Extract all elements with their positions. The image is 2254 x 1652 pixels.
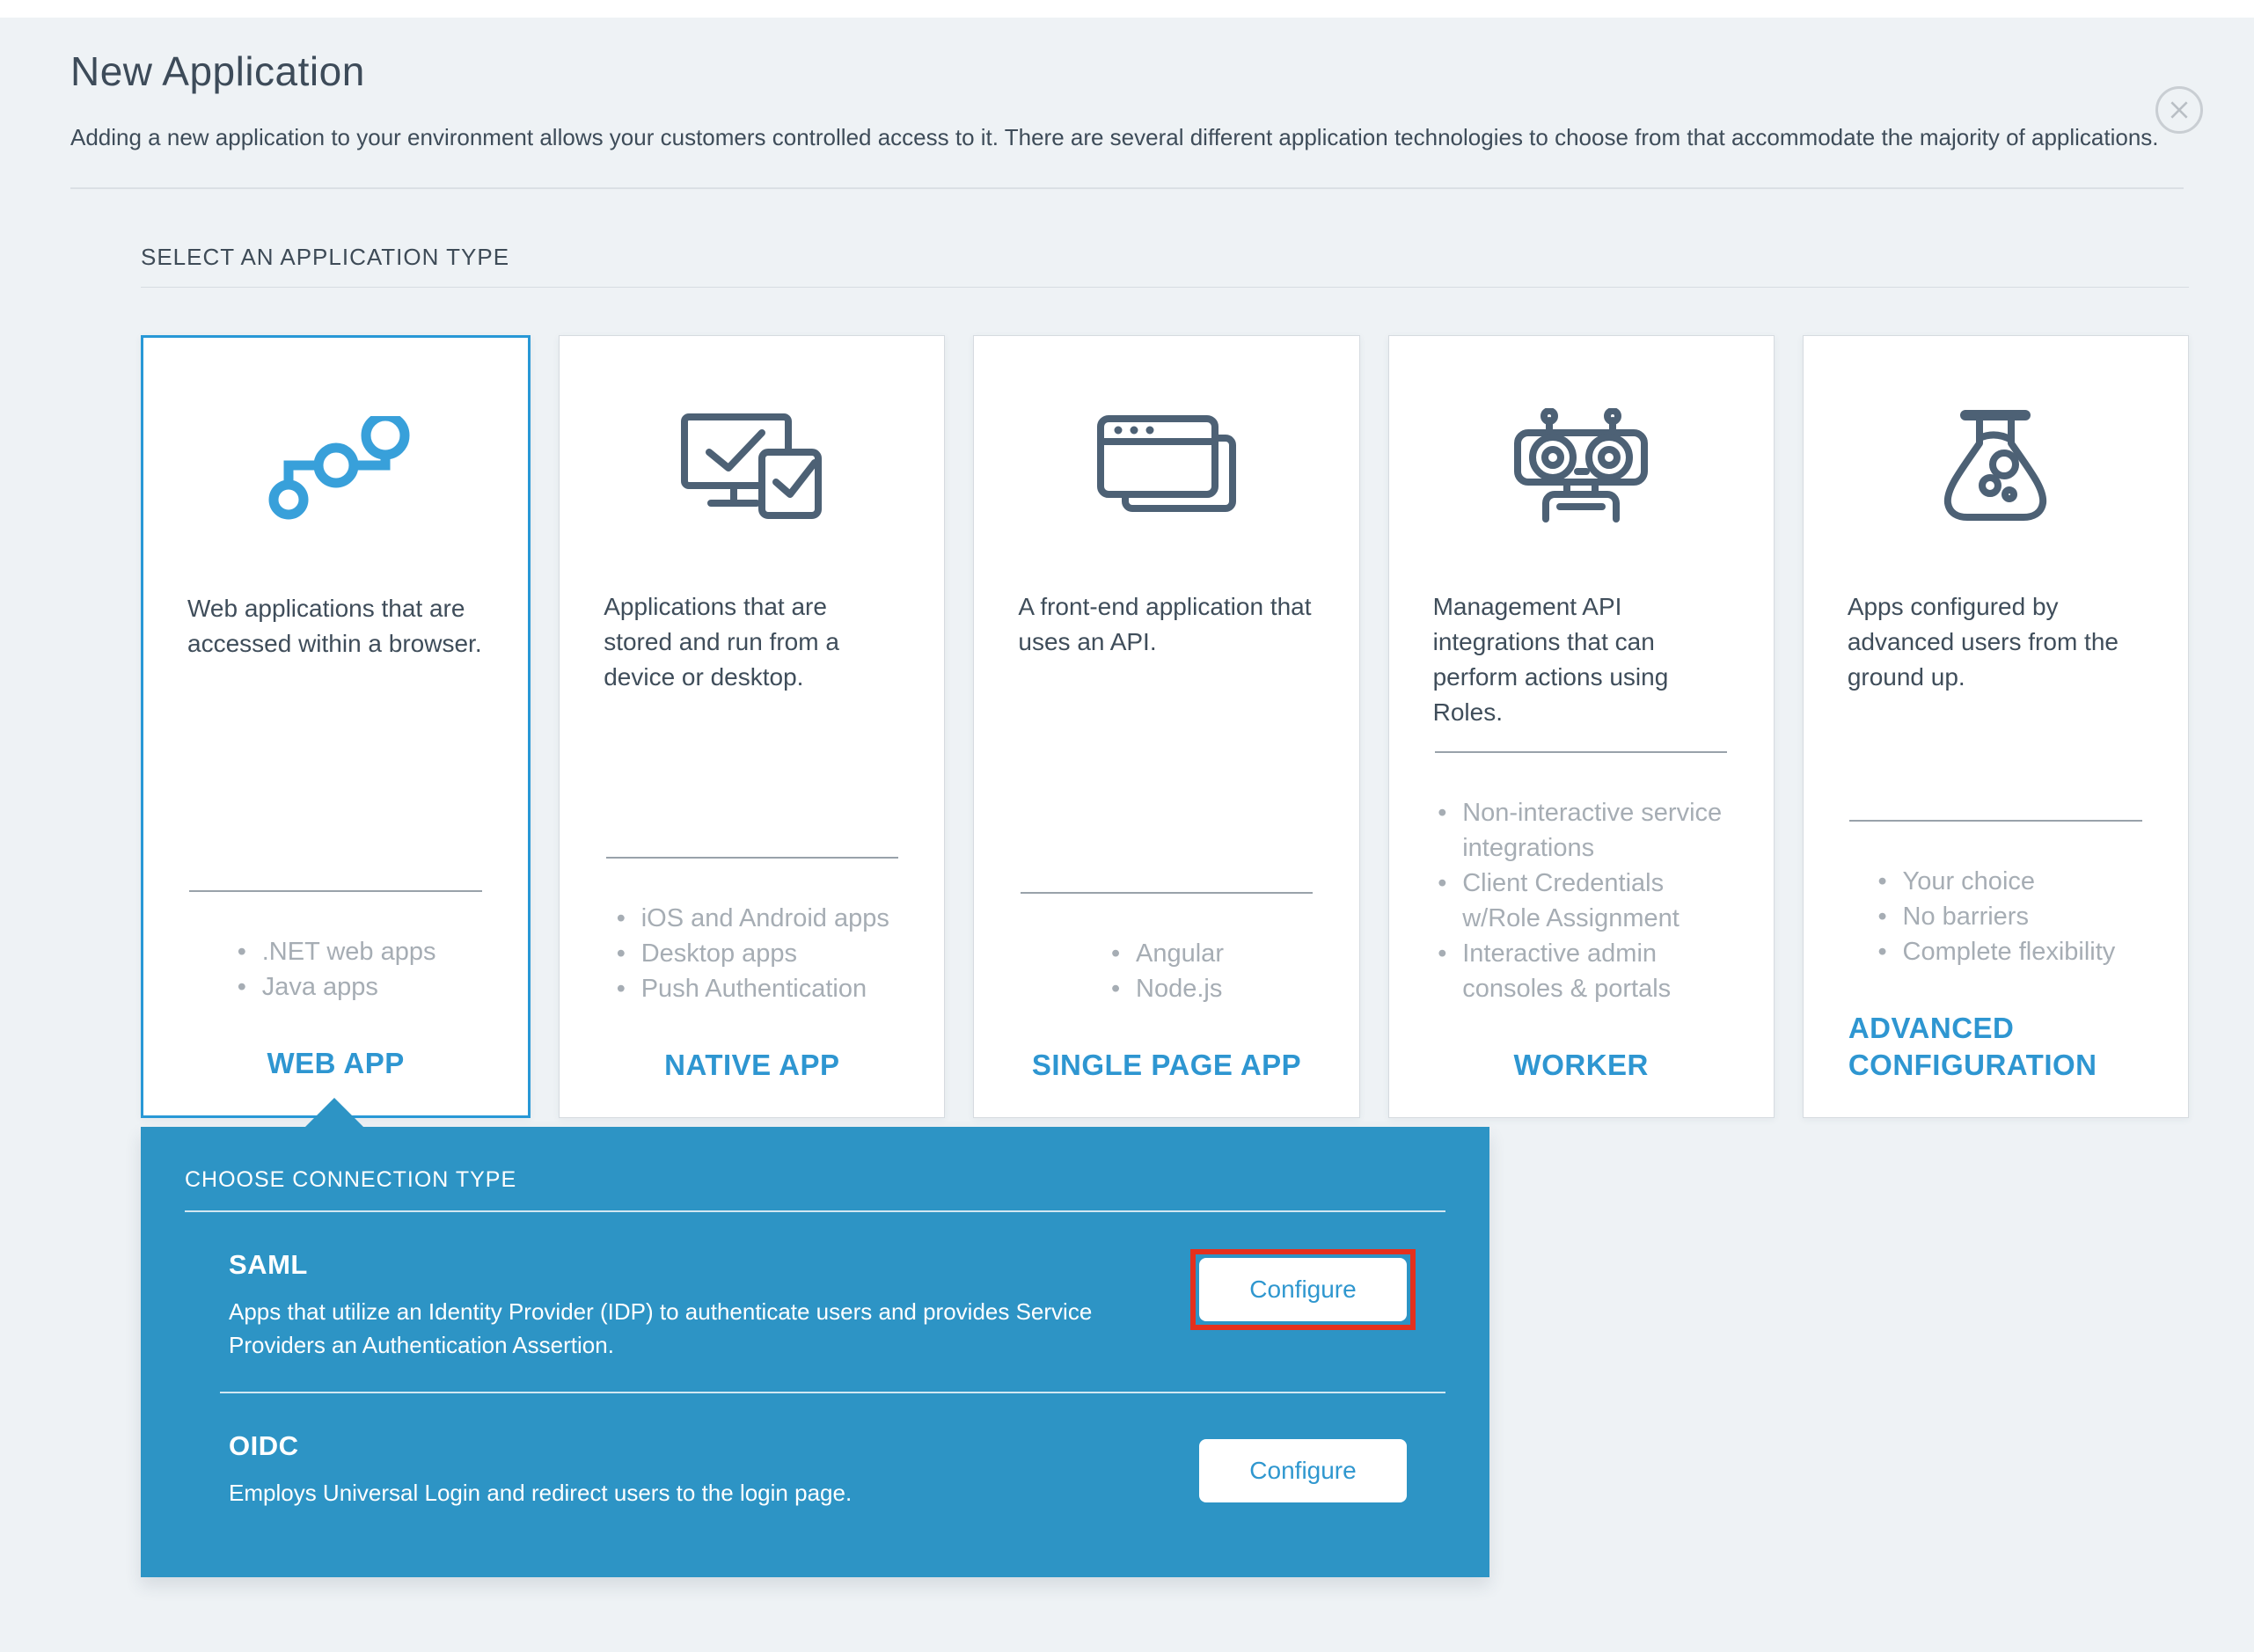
modal-header: [0, 48, 2254, 189]
card-footer: [560, 857, 944, 1117]
card-bullet: • Client Credentials w/Role Assignment: [1436, 866, 1726, 936]
close-button[interactable]: [2155, 86, 2203, 134]
card-bullet: • Angular: [1109, 936, 1224, 971]
page-title: New Application: [70, 48, 365, 94]
card-divider: [189, 890, 481, 892]
browser-windows-icon: [974, 391, 1358, 542]
card-description: Management API integrations that can perform actions using Roles.: [1432, 593, 1669, 726]
card-bullet-list: [1436, 795, 1726, 1006]
option-name: SAML: [229, 1249, 308, 1280]
configure-saml-button[interactable]: Configure: [1199, 1258, 1407, 1321]
card-label: NATIVE APP: [664, 1049, 840, 1081]
option-text: [229, 1430, 1190, 1509]
header-divider: [70, 187, 2184, 189]
robot-icon: [1389, 391, 1774, 542]
card-label: ADVANCED CONFIGURATION: [1848, 1012, 2097, 1081]
button-frame: [1190, 1430, 1416, 1511]
card-bullet: • No barriers: [1877, 899, 2116, 934]
card-divider: [1021, 892, 1313, 894]
card-bullet-list: [615, 901, 889, 1006]
card-bullet: • Non-interactive service integrations: [1436, 795, 1726, 866]
application-type-section: [141, 244, 2189, 1577]
close-icon: [2168, 99, 2191, 121]
card-single-page-app[interactable]: [973, 335, 1359, 1118]
card-bullet-list: [236, 934, 436, 1005]
card-bullet: • Push Authentication: [615, 971, 889, 1006]
card-bullet-list: [1109, 936, 1224, 1006]
card-label: SINGLE PAGE APP: [1031, 1049, 1302, 1081]
panel-heading: CHOOSE CONNECTION TYPE: [185, 1167, 517, 1192]
connection-option-saml: [185, 1212, 1445, 1362]
card-description: A front-end application that uses an API.: [1018, 593, 1312, 655]
card-bullet-list: [1877, 864, 2116, 969]
section-heading: SELECT AN APPLICATION TYPE: [141, 244, 510, 270]
connection-option-oidc: [185, 1393, 1445, 1511]
card-footer: [974, 892, 1358, 1117]
card-bullet: • Node.js: [1109, 971, 1224, 1006]
option-description: Employs Universal Login and redirect users to the login page.: [229, 1480, 853, 1506]
card-bullet: • Java apps: [236, 969, 436, 1005]
card-label: WEB APP: [267, 1047, 405, 1079]
card-label: WORKER: [1513, 1049, 1649, 1081]
card-description: Apps configured by advanced users from the ground up.: [1847, 593, 2119, 691]
card-advanced-configuration[interactable]: [1803, 335, 2189, 1118]
card-divider: [1435, 751, 1727, 753]
nodes-icon: [143, 392, 528, 544]
card-description: Web applications that are accessed within a browser.: [187, 595, 482, 657]
card-bullet: • Your choice: [1877, 864, 2116, 899]
card-footer: [143, 890, 528, 1115]
card-footer: [1389, 751, 1774, 1117]
card-native-app[interactable]: [559, 335, 945, 1118]
card-bullet: • Desktop apps: [615, 936, 889, 971]
card-divider: [606, 857, 898, 859]
option-name: OIDC: [229, 1430, 299, 1461]
card-footer: [1804, 820, 2188, 1117]
card-bullet: • .NET web apps: [236, 934, 436, 969]
window-top-edge: [0, 0, 2254, 18]
configure-oidc-button[interactable]: Configure: [1199, 1439, 1407, 1502]
card-bullet: • iOS and Android apps: [615, 901, 889, 936]
highlight-box: [1190, 1249, 1416, 1330]
section-heading-divider: [141, 287, 2189, 288]
card-divider: [1849, 820, 2141, 822]
card-worker[interactable]: [1388, 335, 1775, 1118]
flask-icon: [1804, 391, 2188, 542]
option-description: Apps that utilize an Identity Provider (IDP) to authenticate users and provides Service Providers an Authentication Assertion.: [229, 1298, 1093, 1358]
modal-subtitle: Adding a new application to your environment allows your customers controlled access to it. There are several different application technologies to choose from that accommodate the majority of applications.: [70, 124, 2159, 150]
connection-type-panel: [141, 1127, 1489, 1577]
card-bullet: • Complete flexibility: [1877, 934, 2116, 969]
application-type-cards: [141, 335, 2189, 1118]
devices-check-icon: [560, 391, 944, 542]
option-text: [229, 1249, 1190, 1362]
card-bullet: • Interactive admin consoles & portals: [1436, 936, 1726, 1006]
card-web-app[interactable]: [141, 335, 531, 1118]
card-description: Applications that are stored and run from a device or desktop.: [604, 593, 839, 691]
